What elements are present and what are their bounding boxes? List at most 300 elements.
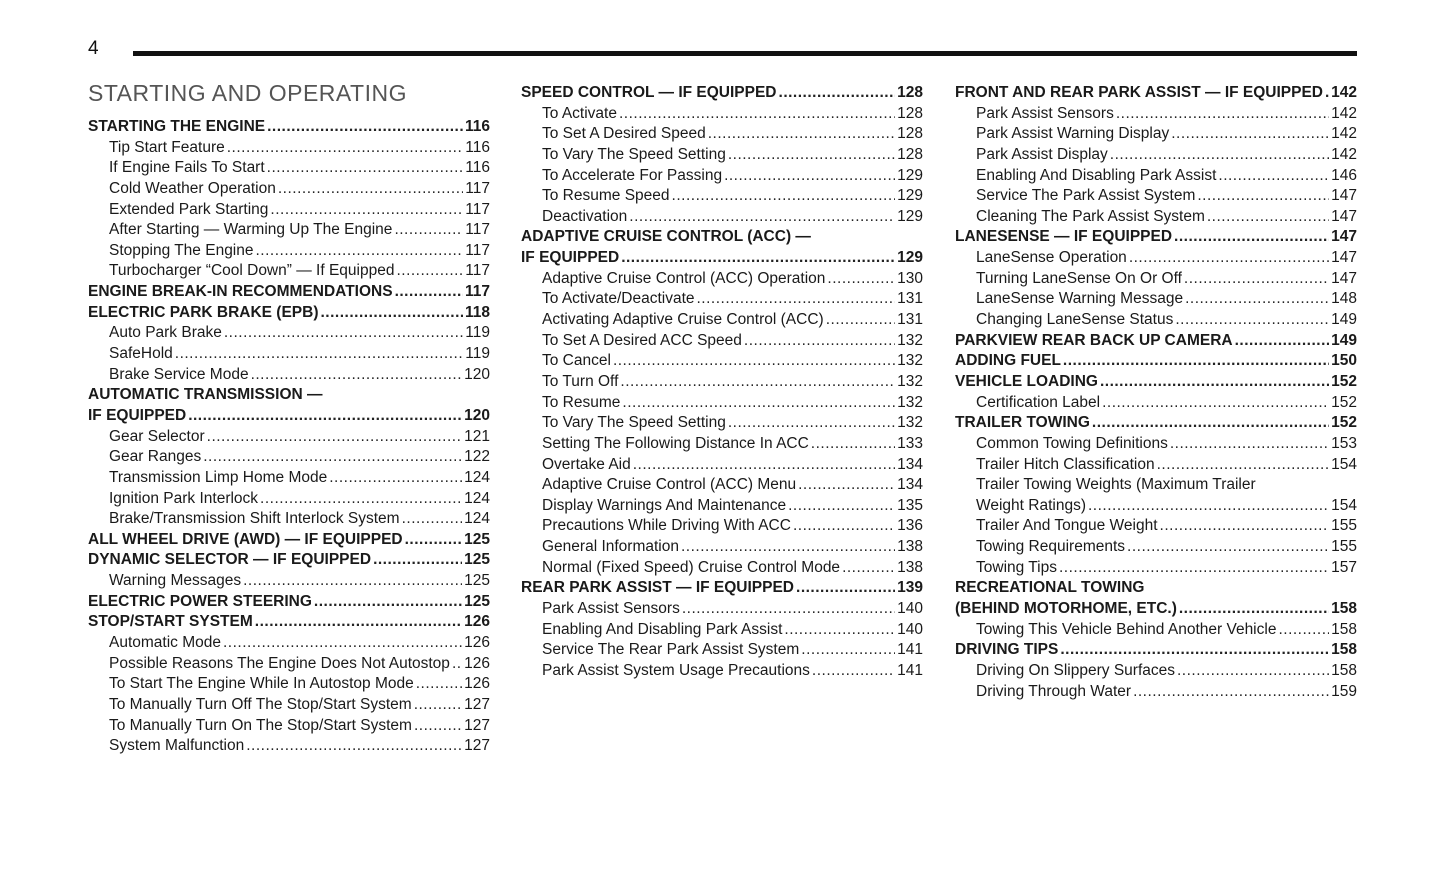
toc-entry-title: Stopping The Engine (109, 241, 254, 259)
dot-leader (620, 372, 895, 393)
toc-entry-page: 154 (1331, 455, 1357, 473)
toc-entry-page: 152 (1331, 393, 1357, 411)
toc-entry[interactable] (521, 145, 923, 166)
toc-entry-page: 149 (1331, 331, 1357, 349)
toc-heading[interactable] (88, 550, 490, 571)
toc-heading[interactable] (955, 578, 1357, 599)
dot-leader (260, 489, 462, 510)
toc-entry-page: 117 (465, 262, 490, 280)
toc-entry-page: 131 (897, 290, 923, 308)
toc-entry-page: 125 (464, 592, 490, 610)
toc-entry-title: Brake Service Mode (109, 365, 249, 383)
toc-entry[interactable] (521, 661, 923, 682)
toc-entry-title: Service The Park Assist System (976, 187, 1196, 205)
toc-entry-title: ENGINE BREAK-IN RECOMMENDATIONS (88, 283, 393, 301)
dot-leader (416, 674, 462, 695)
toc-entry[interactable] (88, 323, 490, 344)
toc-column-2 (521, 83, 923, 682)
toc-entry-title: Display Warnings And Maintenance (542, 496, 787, 514)
toc-entry-page: 126 (464, 613, 490, 631)
toc-entry[interactable] (88, 489, 490, 510)
toc-entry-title: Brake/Transmission Shift Interlock System (109, 510, 400, 528)
toc-entry-title: Park Assist Warning Display (976, 125, 1170, 143)
dot-leader (619, 104, 895, 125)
toc-entry-page: 147 (1331, 187, 1357, 205)
toc-entry[interactable] (88, 736, 490, 757)
toc-entry-page: 116 (465, 159, 490, 177)
toc-entry-page: 125 (464, 530, 490, 548)
toc-entry-title: Driving On Slippery Surfaces (976, 661, 1175, 679)
toc-heading[interactable] (88, 592, 490, 613)
toc-entry[interactable] (955, 310, 1357, 331)
dot-leader (402, 509, 463, 530)
toc-entry-page: 128 (897, 125, 923, 143)
toc-entry-page: 155 (1331, 538, 1357, 556)
toc-entry[interactable] (521, 351, 923, 372)
dot-leader (1110, 145, 1329, 166)
toc-entry-page: 122 (464, 448, 490, 466)
dot-leader (728, 145, 895, 166)
toc-entry[interactable] (521, 104, 923, 125)
toc-entry-page: 127 (464, 695, 490, 713)
toc-entry[interactable] (521, 166, 923, 187)
toc-heading[interactable] (521, 83, 923, 104)
toc-entry[interactable] (955, 455, 1357, 476)
toc-entry[interactable] (88, 468, 490, 489)
toc-entry[interactable] (955, 393, 1357, 414)
toc-entry-title: Setting The Following Distance In ACC (542, 434, 809, 452)
toc-entry-title: Precautions While Driving With ACC (542, 517, 791, 535)
toc-entry[interactable] (521, 475, 923, 496)
toc-entry-title: SPEED CONTROL — IF EQUIPPED (521, 84, 777, 101)
toc-entry-page: 159 (1331, 682, 1357, 700)
toc-heading[interactable] (955, 331, 1357, 352)
toc-entry-page: 140 (897, 620, 923, 638)
toc-heading[interactable] (955, 83, 1357, 104)
toc-entry-page: 132 (897, 414, 923, 432)
toc-entry[interactable] (88, 447, 490, 468)
toc-entry[interactable] (955, 166, 1357, 187)
dot-leader (1175, 310, 1329, 331)
toc-entry[interactable] (88, 138, 490, 159)
toc-entry[interactable] (88, 427, 490, 448)
toc-entry-page: 118 (464, 303, 490, 321)
dot-leader (784, 620, 895, 641)
toc-heading[interactable] (88, 612, 490, 633)
dot-leader (1160, 516, 1330, 537)
toc-entry-page: 117 (465, 200, 490, 218)
toc-entry-title: (BEHIND MOTORHOME, ETC.) (955, 600, 1177, 618)
dot-leader (321, 303, 463, 324)
toc-entry[interactable] (521, 434, 923, 455)
toc-entry-title: Park Assist Display (976, 145, 1108, 163)
toc-heading[interactable] (955, 227, 1357, 248)
toc-entry[interactable] (955, 558, 1357, 579)
dot-leader (1088, 496, 1329, 517)
dot-leader (270, 200, 463, 221)
dot-leader (314, 592, 462, 613)
dot-leader (243, 571, 462, 592)
toc-entry[interactable] (88, 674, 490, 695)
dot-leader (1171, 124, 1329, 145)
toc-entry-page: 138 (897, 538, 923, 556)
toc-entry-title: TRAILER TOWING (955, 414, 1090, 432)
toc-entry-title: Driving Through Water (976, 682, 1132, 700)
toc-entry-title: Auto Park Brake (109, 324, 222, 342)
toc-entry-title: To Vary The Speed Setting (542, 414, 726, 432)
toc-entry-title: Certification Label (976, 393, 1101, 411)
toc-entry[interactable] (521, 537, 923, 558)
toc-entry-page: 141 (897, 641, 923, 659)
toc-entry-page: 157 (1331, 558, 1357, 576)
toc-entry[interactable] (955, 620, 1357, 641)
toc-entry[interactable] (88, 158, 490, 179)
toc-heading[interactable] (88, 282, 490, 303)
dot-leader (1174, 227, 1329, 248)
toc-entry[interactable] (955, 207, 1357, 228)
toc-entry-title: Service The Rear Park Assist System (542, 641, 800, 659)
toc-entry-page: 155 (1331, 517, 1357, 535)
toc-entry-page: 150 (1331, 352, 1357, 370)
dot-leader (1060, 640, 1329, 661)
toc-entry-page: 135 (897, 496, 923, 514)
toc-entry[interactable] (521, 124, 923, 145)
toc-entry[interactable] (521, 413, 923, 434)
toc-heading[interactable] (955, 413, 1357, 434)
toc-entry-title: REAR PARK ASSIST — IF EQUIPPED (521, 579, 795, 597)
toc-entry-title: DRIVING TIPS (955, 641, 1059, 659)
dot-leader (1197, 186, 1329, 207)
toc-entry-title: Park Assist Sensors (976, 104, 1114, 122)
toc-entry-title: Changing LaneSense Status (976, 311, 1174, 329)
toc-entry[interactable] (88, 220, 490, 241)
dot-leader (1170, 434, 1329, 455)
toc-entry-title: STARTING THE ENGINE (88, 118, 266, 135)
toc-entry[interactable] (88, 633, 490, 654)
dot-leader (1179, 599, 1329, 620)
toc-entry-page: 153 (1331, 434, 1357, 452)
toc-entry[interactable] (521, 331, 923, 352)
toc-entry-title: Park Assist Sensors (542, 600, 680, 618)
toc-entry-page: 141 (897, 661, 923, 679)
dot-leader (267, 117, 463, 138)
toc-entry[interactable] (955, 145, 1357, 166)
toc-entry[interactable] (521, 599, 923, 620)
toc-heading[interactable] (88, 406, 490, 427)
toc-entry-page: 147 (1331, 228, 1357, 246)
toc-entry-page: 117 (465, 221, 490, 239)
dot-leader (1100, 372, 1329, 393)
toc-heading[interactable] (88, 530, 490, 551)
toc-entry-page: 116 (465, 138, 490, 156)
toc-entry-title: Enabling And Disabling Park Assist (542, 620, 783, 638)
toc-entry-title: To Resume (542, 393, 621, 411)
toc-entry[interactable] (521, 372, 923, 393)
toc-entry[interactable] (955, 516, 1357, 537)
toc-entry[interactable] (955, 186, 1357, 207)
toc-entry-title: Warning Messages (109, 572, 242, 590)
toc-entry-title: Turbocharger “Cool Down” — If Equipped (109, 262, 395, 280)
toc-entry[interactable] (955, 661, 1357, 682)
dot-leader (812, 661, 895, 682)
toc-entry[interactable] (955, 124, 1357, 145)
toc-entry-title: To Activate/Deactivate (542, 290, 695, 308)
toc-entry[interactable] (521, 558, 923, 579)
toc-entry-title: Trailer And Tongue Weight (976, 517, 1158, 535)
toc-column-3 (955, 83, 1357, 702)
dot-leader (267, 158, 464, 179)
toc-entry-page: 130 (897, 269, 923, 287)
toc-entry-title: RECREATIONAL TOWING (955, 579, 1145, 597)
dot-leader (1063, 351, 1329, 372)
toc-entry-page: 142 (1331, 145, 1357, 163)
toc-entry-title: General Information (542, 538, 679, 556)
toc-entry-title: PARKVIEW REAR BACK UP CAMERA (955, 331, 1233, 349)
toc-entry[interactable] (955, 537, 1357, 558)
dot-leader (188, 406, 462, 427)
toc-entry-page: 132 (897, 352, 923, 370)
toc-entry-title: Ignition Park Interlock (109, 489, 259, 507)
toc-entry-page: 125 (464, 551, 490, 569)
dot-leader (788, 496, 895, 517)
toc-entry[interactable] (88, 261, 490, 282)
dot-leader (672, 186, 896, 207)
toc-entry[interactable] (88, 179, 490, 200)
dot-leader (223, 633, 462, 654)
dot-leader (682, 599, 895, 620)
dot-leader (681, 537, 895, 558)
toc-entry-page: 116 (464, 118, 490, 135)
toc-entry[interactable] (955, 104, 1357, 125)
toc-entry-page: 129 (897, 187, 923, 205)
toc-entry[interactable] (955, 496, 1357, 517)
dot-leader (395, 282, 463, 303)
toc-entry-title: Trailer Towing Weights (Maximum Trailer (976, 476, 1256, 494)
toc-entry-title: LaneSense Operation (976, 249, 1127, 267)
toc-entry-title: DYNAMIC SELECTOR — IF EQUIPPED (88, 551, 372, 569)
toc-entry-title: To Accelerate For Passing (542, 166, 723, 184)
toc-entry-title: Gear Selector (109, 427, 205, 445)
toc-entry-title: To Resume Speed (542, 187, 670, 205)
dot-leader (1235, 331, 1330, 352)
dot-leader (1102, 393, 1329, 414)
toc-entry[interactable] (955, 434, 1357, 455)
toc-entry-page: 131 (897, 311, 923, 329)
toc-entry-page: 128 (897, 104, 923, 122)
dot-leader (744, 331, 895, 352)
toc-heading[interactable] (88, 117, 490, 138)
dot-leader (396, 261, 463, 282)
toc-entry-page: 132 (897, 393, 923, 411)
toc-entry-page: 136 (897, 517, 923, 535)
dot-leader (728, 413, 895, 434)
toc-heading[interactable] (955, 351, 1357, 372)
toc-entry-title: Towing This Vehicle Behind Another Vehicle (976, 620, 1277, 638)
toc-entry-page: 152 (1331, 372, 1357, 390)
toc-entry-title: Towing Tips (976, 558, 1057, 576)
toc-entry[interactable] (955, 682, 1357, 703)
toc-entry[interactable] (521, 620, 923, 641)
toc-entry-page: 126 (464, 675, 490, 693)
toc-entry-page: 121 (464, 427, 490, 445)
toc-entry-title: System Malfunction (109, 737, 245, 755)
dot-leader (1184, 269, 1329, 290)
dot-leader (1185, 289, 1329, 310)
toc-entry[interactable] (521, 455, 923, 476)
toc-entry-page: 128 (897, 145, 923, 163)
toc-entry-page: 124 (464, 468, 490, 486)
toc-entry-page: 147 (1331, 249, 1357, 267)
toc-entry-title: Possible Reasons The Engine Does Not Autostop (109, 654, 450, 672)
toc-entry[interactable] (955, 248, 1357, 269)
toc-heading[interactable] (955, 599, 1357, 620)
toc-entry-page: 127 (464, 737, 490, 755)
toc-entry-title: LaneSense Warning Message (976, 290, 1184, 308)
toc-entry-title: Park Assist System Usage Precautions (542, 661, 810, 679)
dot-leader (1059, 558, 1329, 579)
toc-entry-page: 138 (897, 558, 923, 576)
toc-entry-title: To Manually Turn Off The Stop/Start System (109, 695, 412, 713)
toc-entry[interactable] (521, 310, 923, 331)
toc-entry[interactable] (521, 207, 923, 228)
toc-entry[interactable] (88, 509, 490, 530)
dot-leader (1127, 537, 1329, 558)
dot-leader (255, 612, 462, 633)
toc-entry-title: ALL WHEEL DRIVE (AWD) — IF EQUIPPED (88, 530, 403, 548)
toc-entry[interactable] (521, 393, 923, 414)
toc-entry-page: 128 (897, 84, 923, 101)
toc-entry-page: 120 (464, 406, 490, 424)
toc-entry[interactable] (88, 695, 490, 716)
dot-leader (622, 393, 895, 414)
toc-entry-page: 119 (465, 324, 490, 342)
toc-entry-page: 142 (1331, 104, 1357, 122)
toc-entry-title: Adaptive Cruise Control (ACC) Operation (542, 269, 826, 287)
toc-heading[interactable] (955, 372, 1357, 393)
toc-entry[interactable] (88, 365, 490, 386)
toc-entry-title: Automatic Mode (109, 634, 221, 652)
dot-leader (796, 578, 895, 599)
dot-leader (697, 289, 896, 310)
dot-leader (1278, 620, 1329, 641)
dot-leader (724, 166, 895, 187)
dot-leader (798, 475, 895, 496)
toc-entry-page: 129 (897, 207, 923, 225)
toc-entry-title: Cold Weather Operation (109, 179, 276, 197)
toc-entry-title: After Starting — Warming Up The Engine (109, 221, 393, 239)
toc-entry-title: Extended Park Starting (109, 200, 269, 218)
toc-entry[interactable] (521, 640, 923, 661)
toc-entry-title: To Turn Off (542, 372, 619, 390)
dot-leader (779, 83, 896, 104)
section-title: STARTING AND OPERATING (88, 80, 407, 106)
dot-leader (1157, 455, 1330, 476)
toc-entry-page: 149 (1331, 311, 1357, 329)
toc-entry-page: 147 (1331, 207, 1357, 225)
toc-entry[interactable] (521, 516, 923, 537)
toc-entry[interactable] (88, 344, 490, 365)
toc-entry-title: Turning LaneSense On Or Off (976, 269, 1182, 287)
toc-entry-page: 132 (897, 372, 923, 390)
toc-heading[interactable] (521, 578, 923, 599)
toc-entry[interactable] (955, 289, 1357, 310)
toc-entry[interactable] (88, 200, 490, 221)
toc-entry-title: If Engine Fails To Start (109, 159, 265, 177)
dot-leader (826, 310, 895, 331)
toc-entry-title: Cleaning The Park Assist System (976, 207, 1205, 225)
toc-entry-title: Overtake Aid (542, 455, 631, 473)
dot-leader (405, 530, 463, 551)
dot-leader (414, 716, 462, 737)
toc-entry-page: 127 (464, 716, 490, 734)
dot-leader (256, 241, 464, 262)
dot-leader (278, 179, 463, 200)
toc-entry-title: To Cancel (542, 352, 611, 370)
dot-leader (373, 550, 462, 571)
toc-heading[interactable] (521, 248, 923, 269)
toc-entry-page: 134 (897, 455, 923, 473)
dot-leader (224, 323, 463, 344)
toc-entry-title: Weight Ratings) (976, 496, 1086, 514)
toc-entry[interactable] (88, 654, 490, 675)
toc-entry[interactable] (521, 186, 923, 207)
dot-leader (842, 558, 895, 579)
toc-entry-page: 125 (464, 572, 490, 590)
dot-leader (452, 654, 462, 675)
toc-entry-title: Tip Start Feature (109, 138, 225, 156)
toc-entry-page: 148 (1331, 290, 1357, 308)
toc-entry-title: ADAPTIVE CRUISE CONTROL (ACC) — (521, 228, 811, 246)
toc-entry-page: 158 (1331, 600, 1357, 618)
dot-leader (227, 138, 464, 159)
toc-entry-title: ELECTRIC POWER STEERING (88, 592, 312, 610)
dot-leader (175, 344, 464, 365)
toc-heading[interactable] (521, 227, 923, 248)
toc-entry-title: AUTOMATIC TRANSMISSION — (88, 386, 323, 404)
toc-entry[interactable] (521, 269, 923, 290)
toc-entry-title: Trailer Hitch Classification (976, 455, 1155, 473)
toc-entry-title: ADDING FUEL (955, 352, 1061, 370)
toc-entry[interactable] (521, 289, 923, 310)
toc-entry[interactable] (521, 496, 923, 517)
toc-entry-page: 129 (897, 166, 923, 184)
toc-entry-page: 119 (465, 345, 490, 363)
dot-leader (613, 351, 895, 372)
toc-entry[interactable] (88, 241, 490, 262)
toc-entry-page: 120 (464, 365, 490, 383)
toc-entry-title: Gear Ranges (109, 448, 202, 466)
toc-entry-page: 158 (1331, 641, 1357, 659)
toc-heading[interactable] (88, 303, 490, 324)
toc-entry-title: ELECTRIC PARK BRAKE (EPB) (88, 303, 319, 321)
toc-entry-page: 140 (897, 600, 923, 618)
toc-entry-page: 146 (1331, 166, 1357, 184)
toc-entry-page: 147 (1331, 269, 1357, 287)
dot-leader (1207, 207, 1329, 228)
toc-entry-title: To Vary The Speed Setting (542, 145, 726, 163)
toc-heading[interactable] (955, 640, 1357, 661)
dot-leader (827, 269, 895, 290)
toc-entry-page: 154 (1331, 496, 1357, 514)
toc-entry-title: Enabling And Disabling Park Assist (976, 166, 1217, 184)
toc-entry[interactable] (955, 269, 1357, 290)
toc-entry[interactable] (955, 475, 1357, 496)
toc-entry-title: Deactivation (542, 207, 628, 225)
toc-entry[interactable] (88, 716, 490, 737)
toc-heading[interactable] (88, 385, 490, 406)
toc-entry-title: Towing Requirements (976, 538, 1126, 556)
toc-entry[interactable] (88, 571, 490, 592)
